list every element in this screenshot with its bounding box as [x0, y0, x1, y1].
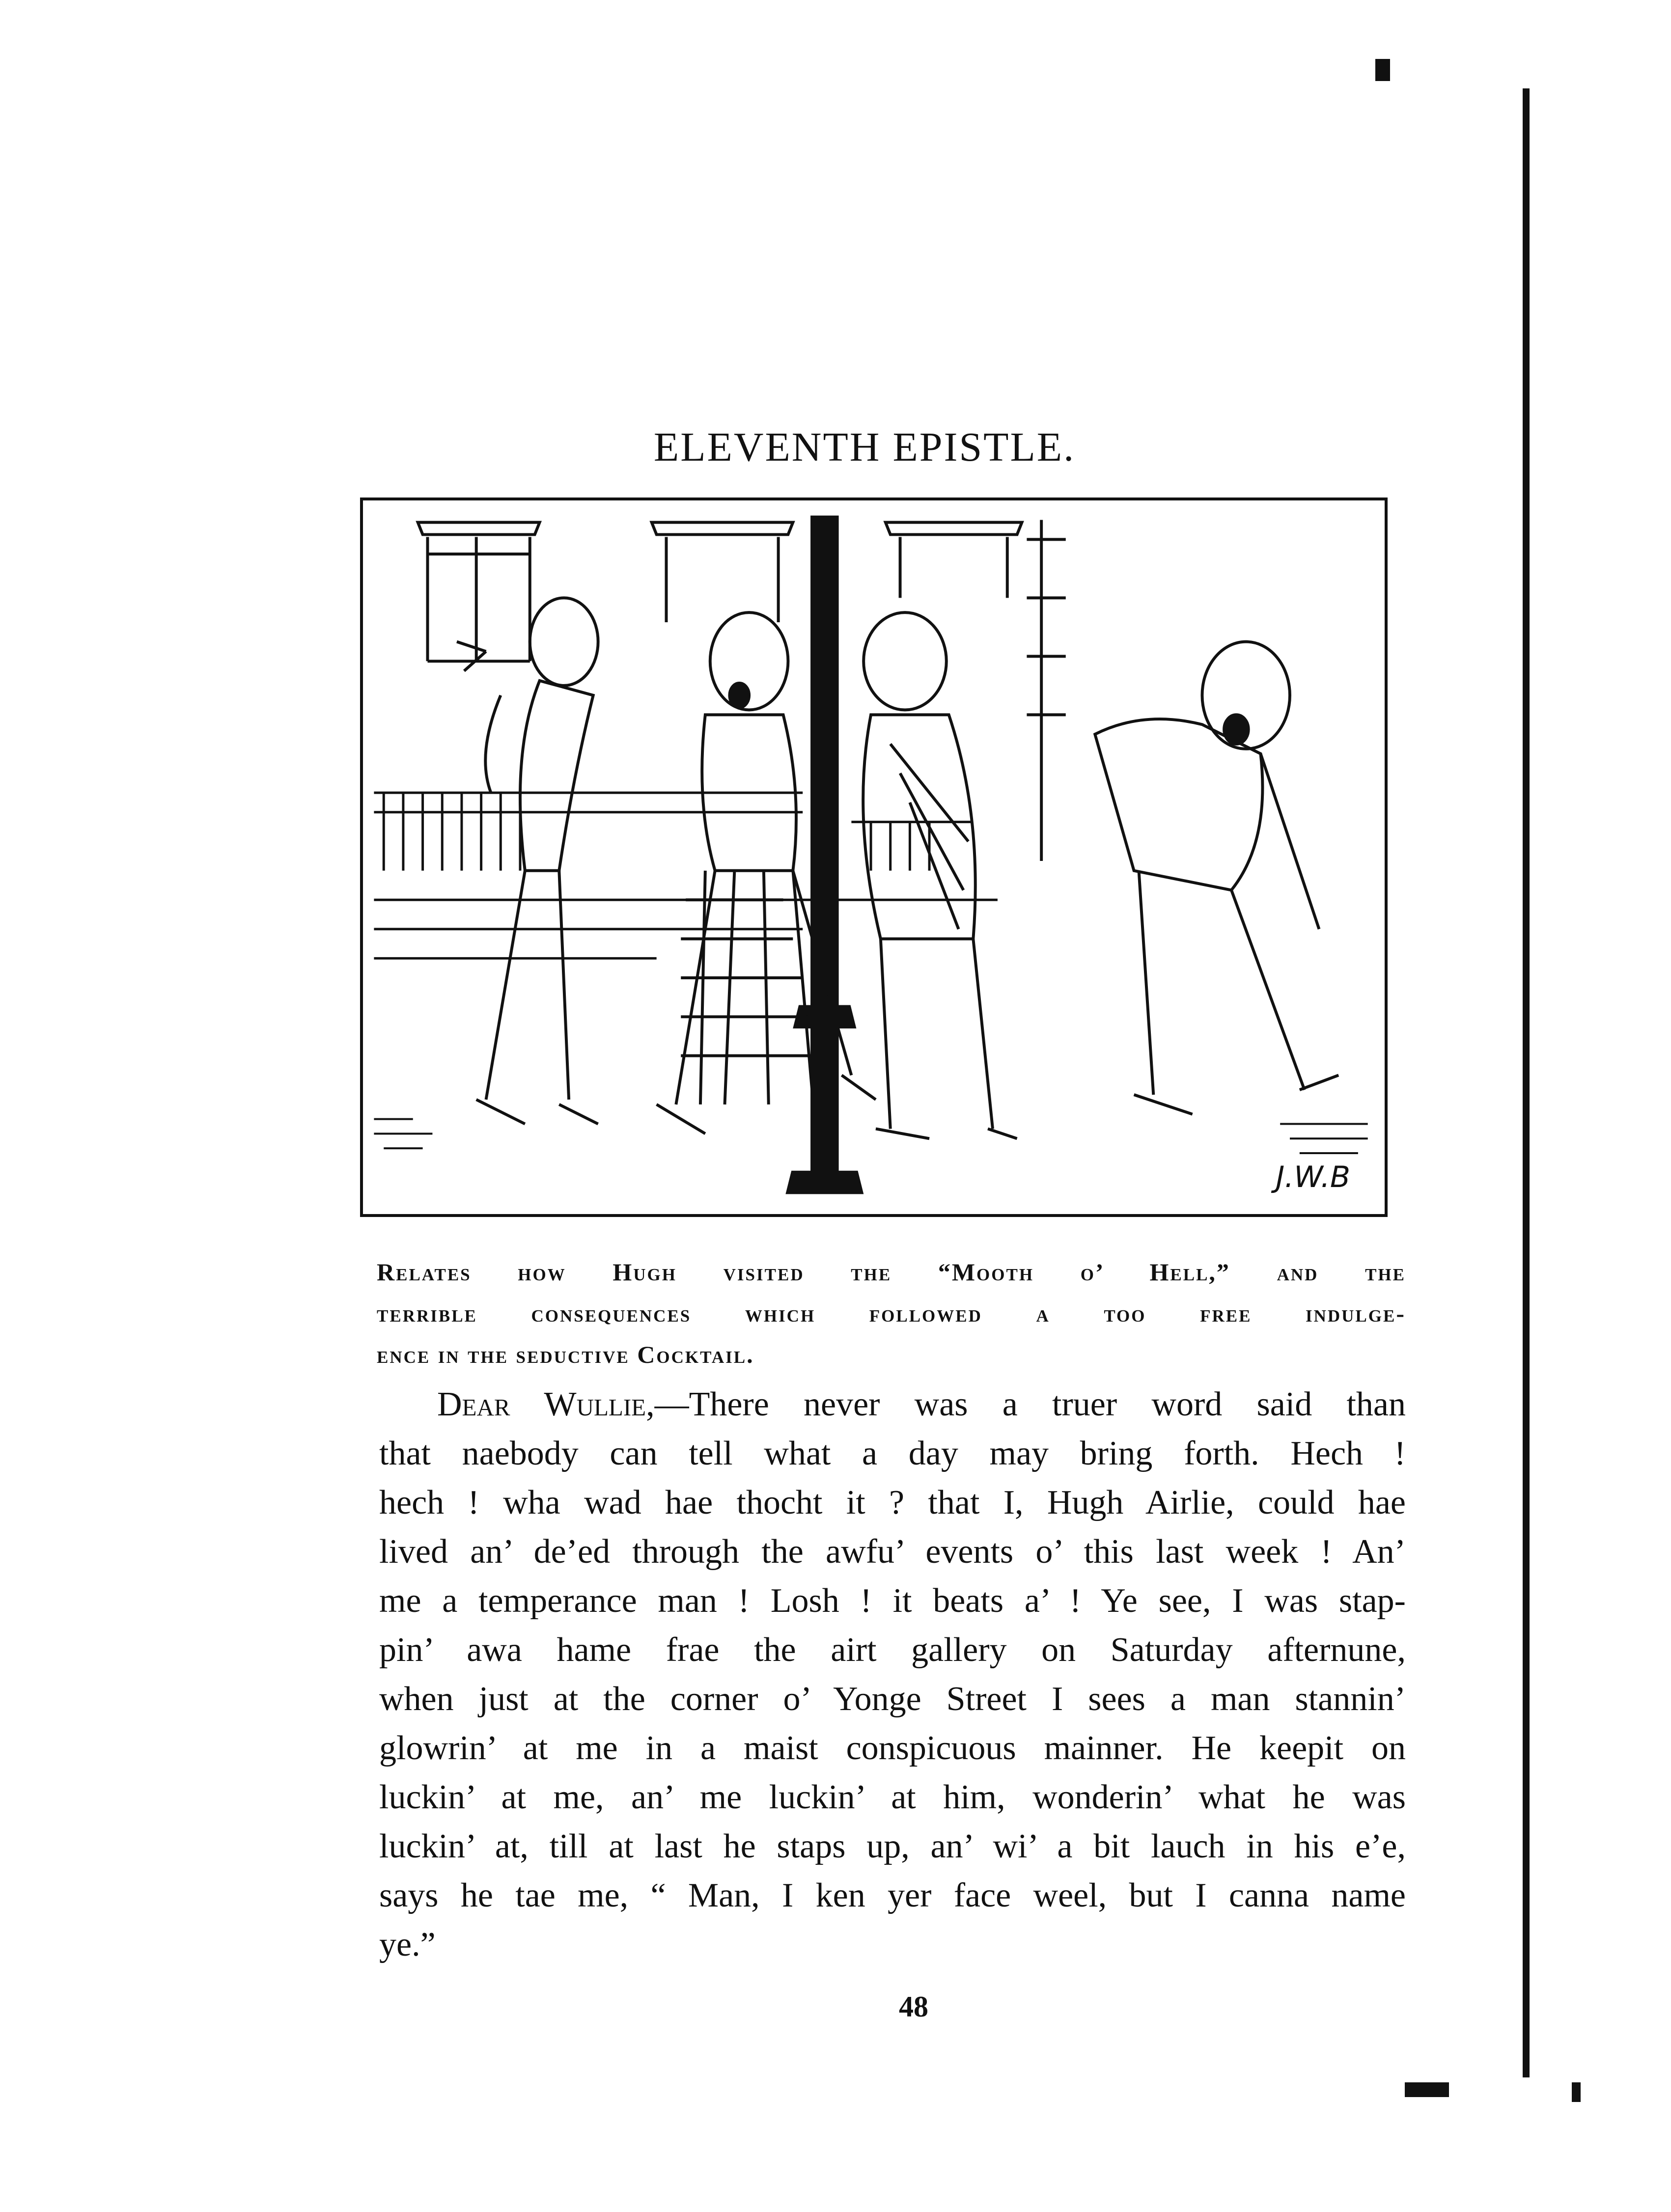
scan-mark-top-right	[1375, 59, 1390, 81]
artist-signature: J.W.B	[1276, 1160, 1350, 1194]
body-line: that naebody can tell what a day may bring forth. Hech !	[379, 1435, 1406, 1472]
illustration	[360, 498, 1388, 1217]
illustration-caption	[377, 1251, 1406, 1375]
page-title: ELEVENTH EPISTLE.	[653, 424, 1076, 470]
page-number: 48	[899, 1991, 928, 2023]
body-line: luckin’ at, till at last he staps up, an’ wi’ a bit lauch in his e’e,	[379, 1827, 1406, 1865]
caption-line: Relates how Hugh visited the “Mooth o’ Hell,” and the	[377, 1258, 1406, 1286]
street-scene-drawing	[363, 500, 1385, 1214]
scan-binding-edge	[1523, 88, 1530, 2077]
railing	[374, 793, 998, 958]
first-line-rest: —There never was a truer word said than	[654, 1385, 1406, 1423]
scan-mark-bottom-edge	[1572, 2082, 1581, 2102]
figure-far-right	[1095, 642, 1338, 1114]
figure-left	[457, 598, 598, 1124]
body-line: ye.”	[379, 1926, 436, 1963]
caption-line: ence in the seductive Cocktail.	[377, 1341, 754, 1368]
body-line: hech ! wha wad hae thocht it ? that I, Hugh Airlie, could hae	[379, 1484, 1406, 1521]
figure-center-checked	[657, 612, 876, 1134]
body-line: says he tae me, “ Man, I ken yer face weel, but I canna name	[379, 1877, 1406, 1914]
salutation: Dear Wullie,	[437, 1385, 655, 1423]
body-line: pin’ awa hame frae the airt gallery on Saturday afternune,	[379, 1631, 1406, 1669]
body-line	[379, 1380, 1406, 1429]
lamp-post	[788, 518, 861, 1192]
body-line: lived an’ de’ed through the awfu’ events o’ this last week ! An’	[379, 1533, 1406, 1571]
body-line: luckin’ at me, an’ me luckin’ at him, wonderin’ what he was	[379, 1778, 1406, 1816]
body-line: me a temperance man ! Losh ! it beats a’ ! Ye see, I was stap-	[379, 1582, 1406, 1620]
body-text	[379, 1380, 1406, 1969]
body-line: glowrin’ at me in a maist conspicuous mainner. He keepit on	[379, 1729, 1406, 1767]
scan-mark-bottom-right	[1405, 2082, 1449, 2097]
caption-line: terrible consequences which followed a too free indulge-	[377, 1300, 1406, 1327]
body-line: when just at the corner o’ Yonge Street I sees a man stannin’	[379, 1680, 1406, 1718]
figure-right-of-center	[863, 612, 1017, 1138]
